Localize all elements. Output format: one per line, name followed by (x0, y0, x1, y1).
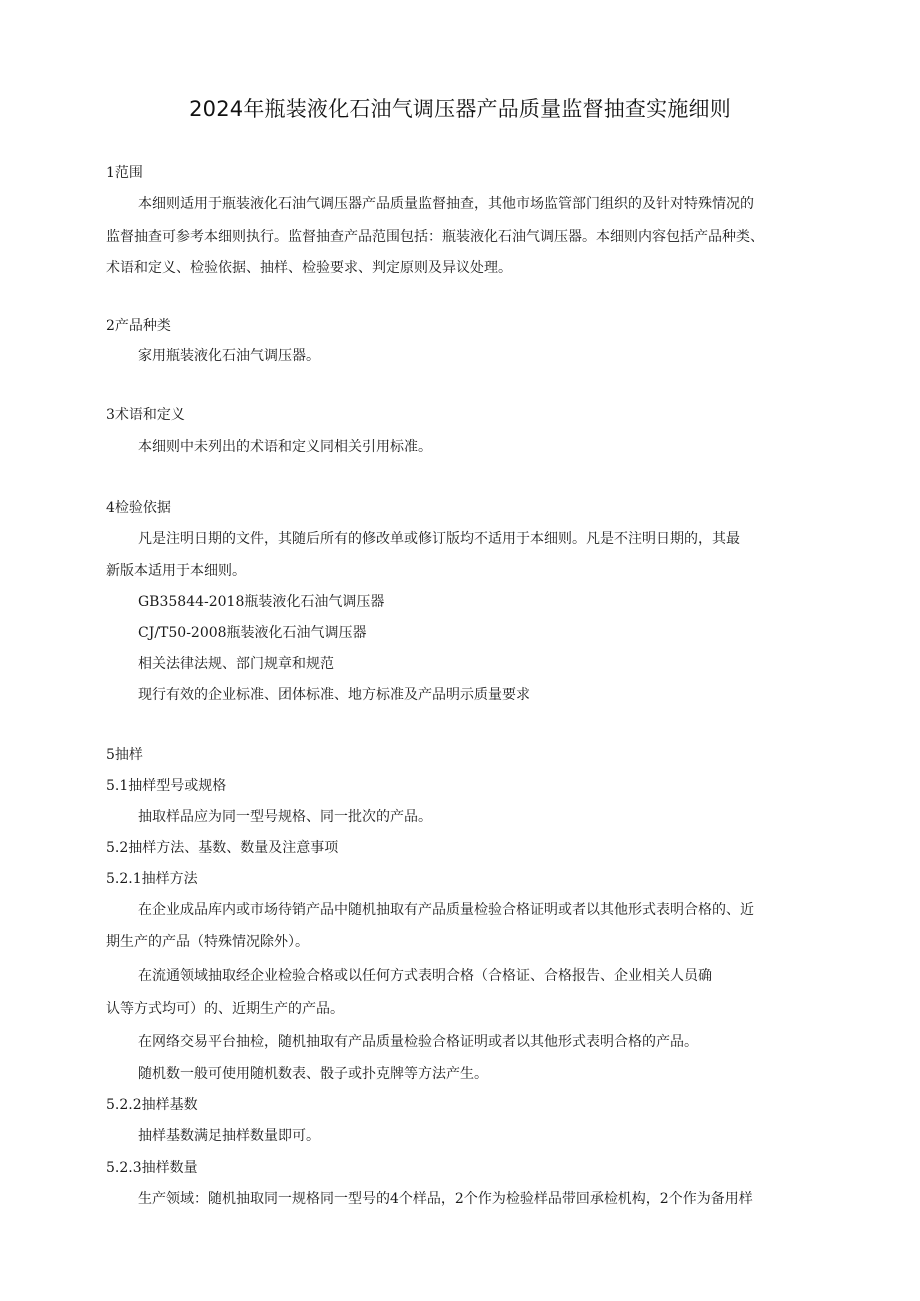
paragraph-line: 抽取样品应为同一型号规格、同一批次的产品。 (138, 809, 432, 825)
paragraph-line: 抽样基数满足抽样数量即可。 (138, 1128, 320, 1144)
subsection-heading: 5.2.1抽样方法 (106, 871, 198, 887)
paragraph-line: 认等方式均可）的、近期生产的产品。 (106, 1001, 344, 1017)
subsection-heading: 5.2.3抽样数量 (106, 1160, 198, 1176)
section-heading-terms: 3术语和定义 (106, 407, 185, 423)
paragraph-line: 随机数一般可使用随机数表、骰子或扑克牌等方法产生。 (138, 1066, 488, 1082)
paragraph-line: 在企业成品库内或市场待销产品中随机抽取有产品质量检验合格证明或者以其他形式表明合格的、近 (138, 902, 754, 918)
paragraph-line: 在网络交易平台抽检，随机抽取有产品质量检验合格证明或者以其他形式表明合格的产品。 (138, 1034, 698, 1050)
section-heading-sampling: 5抽样 (106, 747, 143, 763)
paragraph-line: 在流通领域抽取经企业检验合格或以任何方式表明合格（合格证、合格报告、企业相关人员确 (138, 968, 712, 984)
paragraph-line: 家用瓶装液化石油气调压器。 (138, 348, 320, 364)
document-title: 2024年瓶装液化石油气调压器产品质量监督抽查实施细则 (189, 97, 731, 121)
standard-reference: 相关法律法规、部门规章和规范 (138, 656, 334, 672)
subsection-heading: 5.1抽样型号或规格 (106, 778, 227, 794)
section-heading-scope: 1范围 (106, 165, 143, 181)
subsection-heading: 5.2.2抽样基数 (106, 1097, 198, 1113)
section-heading-inspection-basis: 4检验依据 (106, 500, 171, 516)
paragraph-line: 本细则中未列出的术语和定义同相关引用标准。 (138, 439, 432, 455)
standard-reference: CJ/T50-2008瓶装液化石油气调压器 (138, 625, 367, 641)
paragraph-line: 本细则适用于瓶装液化石油气调压器产品质量监督抽查，其他市场监管部门组织的及针对特殊情况的 (138, 196, 754, 212)
paragraph-line: 生产领域：随机抽取同一规格同一型号的4个样品，2个作为检验样品带回承检机构，2个作为备用样 (138, 1191, 753, 1207)
paragraph-line: 新版本适用于本细则。 (106, 563, 246, 579)
paragraph-line: 凡是注明日期的文件，其随后所有的修改单或修订版均不适用于本细则。凡是不注明日期的，其最 (138, 531, 740, 547)
paragraph-line: 监督抽查可参考本细则执行。监督抽查产品范围包括：瓶装液化石油气调压器。本细则内容包括产品种类、 (106, 229, 764, 245)
subsection-heading: 5.2抽样方法、基数、数量及注意事项 (106, 840, 339, 856)
paragraph-line: 期生产的产品（特殊情况除外）。 (106, 934, 309, 950)
standard-reference: GB35844-2018瓶装液化石油气调压器 (138, 594, 385, 610)
standard-reference: 现行有效的企业标准、团体标准、地方标准及产品明示质量要求 (138, 687, 530, 703)
section-heading-product-types: 2产品种类 (106, 318, 171, 334)
paragraph-line: 术语和定义、检验依据、抽样、检验要求、判定原则及异议处理。 (106, 260, 512, 276)
